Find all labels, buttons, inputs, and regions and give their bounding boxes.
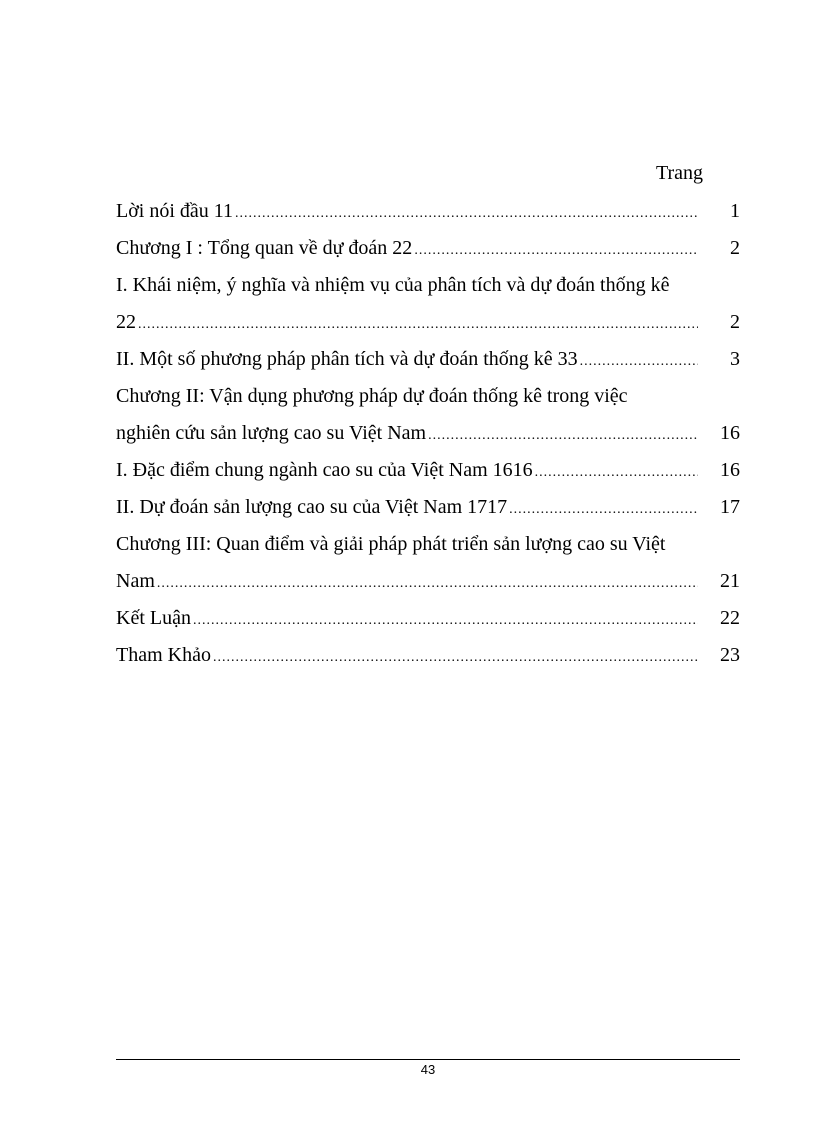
toc-entry-title-line[interactable]: Chương III: Quan điểm và giải pháp phát triển sản lượng cao su Việt: [116, 533, 666, 555]
dot-leader: [138, 312, 698, 338]
toc-entry-chuong-1[interactable]: [116, 235, 740, 261]
page-column-heading: Trang: [656, 162, 704, 184]
toc-entry-page: 3: [730, 348, 740, 370]
toc-entry-chuong-2[interactable]: [116, 420, 740, 446]
toc-entry-page: 23: [720, 644, 740, 666]
toc-entry-title-continued: Nam: [116, 570, 155, 592]
toc-entry-title: I. Đặc điểm chung ngành cao su của Việt Nam 1616: [116, 459, 533, 481]
toc-entry-page: 2: [730, 237, 740, 259]
toc-entry-page: 17: [720, 496, 740, 518]
footer-divider: [116, 1059, 740, 1060]
toc-entry-page: 2: [730, 311, 740, 333]
toc-entry-tham-khao[interactable]: [116, 642, 740, 668]
dot-leader: [157, 571, 698, 597]
toc-entry-title: II. Một số phương pháp phân tích và dự đoán thống kê 33: [116, 348, 578, 370]
toc-entry-phuong-phap[interactable]: [116, 346, 740, 372]
dot-leader: [535, 460, 698, 486]
toc-entry-page: 22: [720, 607, 740, 629]
dot-leader: [428, 423, 698, 449]
dot-leader: [193, 608, 698, 634]
footer-page-number: 43: [420, 1062, 436, 1077]
toc-entry-chuong-3[interactable]: [116, 568, 740, 594]
toc-entry-loi-noi-dau[interactable]: [116, 198, 740, 224]
toc-entry-ket-luan[interactable]: [116, 605, 740, 631]
toc-entry-title: II. Dự đoán sản lượng cao su của Việt Nam 1717: [116, 496, 508, 518]
toc-entry-title-line[interactable]: Chương II: Vận dụng phương pháp dự đoán thống kê trong việc: [116, 385, 628, 407]
toc-entry-dac-diem[interactable]: [116, 457, 740, 483]
toc-entry-page: 21: [720, 570, 740, 592]
toc-entry-title-line[interactable]: I. Khái niệm, ý nghĩa và nhiệm vụ của phân tích và dự đoán thống kê: [116, 274, 670, 296]
table-of-contents: [116, 198, 740, 679]
toc-entry-title-continued: 22: [116, 311, 136, 333]
dot-leader: [509, 497, 698, 523]
toc-entry-title: Chương I : Tổng quan về dự đoán 22: [116, 237, 413, 259]
toc-entry-page: 1: [730, 200, 740, 222]
toc-entry-title: Tham Khảo: [116, 644, 211, 666]
toc-entry-page: 16: [720, 459, 740, 481]
dot-leader: [235, 201, 698, 227]
dot-leader: [580, 349, 698, 375]
dot-leader: [213, 645, 698, 671]
toc-entry-du-doan[interactable]: [116, 494, 740, 520]
toc-entry-khai-niem[interactable]: [116, 309, 740, 335]
dot-leader: [414, 238, 698, 264]
toc-entry-title: Lời nói đầu 11: [116, 200, 234, 222]
toc-entry-page: 16: [720, 422, 740, 444]
toc-entry-title: Kết Luận: [116, 607, 191, 629]
toc-entry-title-continued: nghiên cứu sản lượng cao su Việt Nam: [116, 422, 427, 444]
